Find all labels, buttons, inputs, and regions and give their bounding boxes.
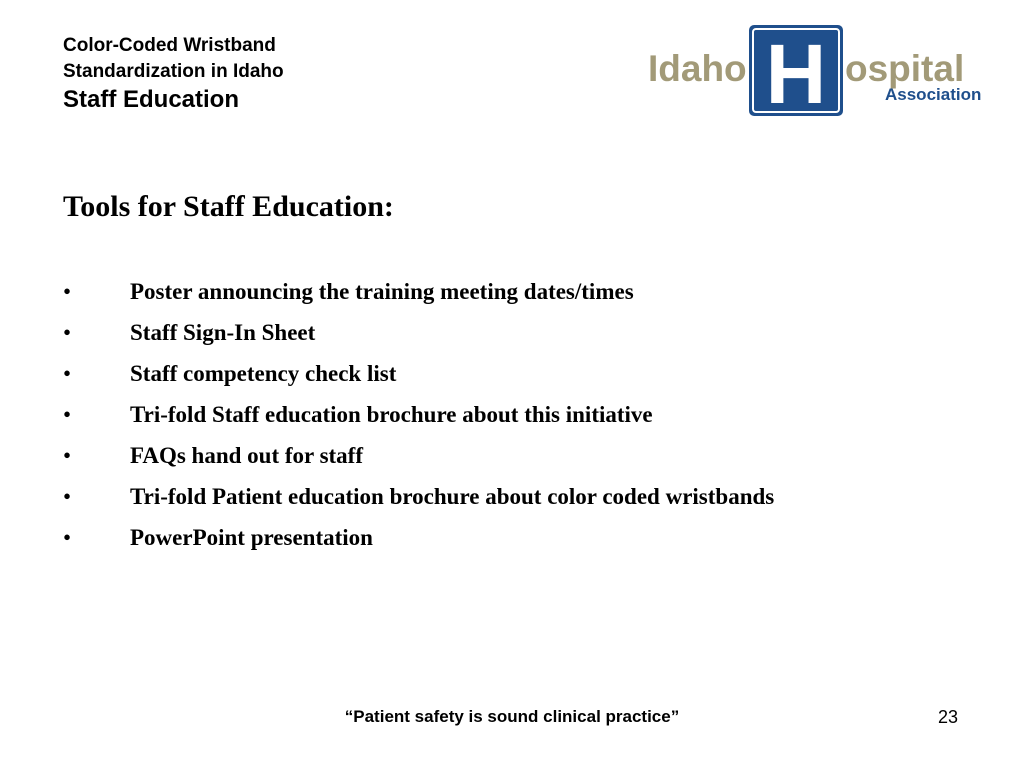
logo-word-idaho: Idaho — [648, 48, 747, 89]
idaho-hospital-association-logo — [648, 24, 994, 116]
list-item-text: Staff Sign-In Sheet — [130, 320, 316, 345]
list-item — [63, 520, 774, 561]
footer-quote: “Patient safety is sound clinical practice” — [344, 707, 680, 726]
list-item — [63, 397, 774, 438]
list-item-text: Tri-fold Patient education brochure about color coded wristbands — [130, 484, 775, 509]
page-number: 23 — [937, 707, 959, 727]
header-line-2: Standardization in Idaho — [63, 61, 284, 82]
list-item-text: Poster announcing the training meeting dates/times — [130, 279, 634, 304]
list-item — [63, 315, 774, 356]
list-item — [63, 479, 774, 520]
list-item — [63, 274, 774, 315]
header-line-1: Color-Coded Wristband — [63, 35, 276, 56]
bullet-icon: • — [63, 320, 72, 345]
logo-letter-h: H — [765, 27, 827, 116]
list-item — [63, 438, 774, 479]
bullet-icon: • — [63, 402, 72, 427]
list-item — [63, 356, 774, 397]
bullet-icon: • — [63, 361, 72, 386]
bullet-icon: • — [63, 279, 72, 304]
bullet-icon: • — [63, 443, 72, 468]
bullet-icon: • — [63, 525, 72, 550]
header-subtitle: Staff Education — [63, 86, 240, 113]
logo-word-association: Association — [885, 85, 982, 104]
list-item-text: Tri-fold Staff education brochure about this initiative — [130, 402, 653, 427]
list-item-text: FAQs hand out for staff — [130, 443, 363, 468]
slide-header — [63, 33, 284, 115]
logo-word-ospital: ospital — [845, 48, 965, 89]
page-title: Tools for Staff Education: — [63, 190, 394, 223]
list-item-text: PowerPoint presentation — [130, 525, 373, 550]
logo-graphic — [648, 24, 994, 116]
bullet-icon: • — [63, 484, 72, 509]
tools-list — [63, 274, 774, 561]
list-item-text: Staff competency check list — [130, 361, 397, 386]
